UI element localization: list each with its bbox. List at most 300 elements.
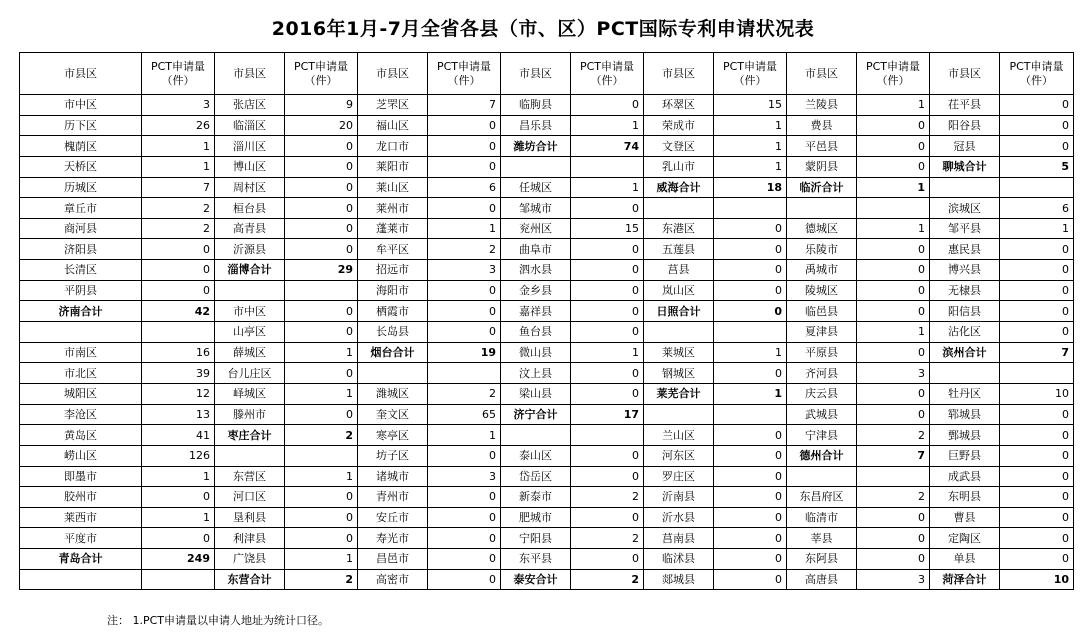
county-name-cell: 长清区 bbox=[20, 260, 142, 281]
county-name-cell: 平度市 bbox=[20, 528, 142, 549]
subtotal-value: 2 bbox=[285, 569, 358, 590]
subtotal-value: 17 bbox=[571, 404, 644, 425]
subtotal-label: 济南合计 bbox=[20, 301, 142, 322]
pct-count-cell: 0 bbox=[1000, 528, 1074, 549]
subtotal-label: 泰安合计 bbox=[501, 569, 571, 590]
pct-count-cell: 1 bbox=[142, 136, 215, 157]
column-header-count: PCT申请量（件） bbox=[571, 53, 644, 95]
pct-count-cell: 0 bbox=[428, 115, 501, 136]
county-name-cell: 定陶区 bbox=[930, 528, 1000, 549]
pct-count-cell: 1 bbox=[285, 383, 358, 404]
county-name-cell: 宁津县 bbox=[787, 425, 857, 446]
pct-count-cell: 2 bbox=[428, 239, 501, 260]
pct-count-cell: 0 bbox=[571, 322, 644, 343]
pct-count-cell: 0 bbox=[714, 239, 787, 260]
pct-count-cell: 0 bbox=[285, 156, 358, 177]
county-name-cell: 莱西市 bbox=[20, 507, 142, 528]
county-name-cell: 莒县 bbox=[644, 260, 714, 281]
column-header-count: PCT申请量（件） bbox=[1000, 53, 1074, 95]
county-name-cell: 夏津县 bbox=[787, 322, 857, 343]
county-name-cell: 泗水县 bbox=[501, 260, 571, 281]
county-name-cell: 崂山区 bbox=[20, 445, 142, 466]
subtotal-label: 青岛合计 bbox=[20, 549, 142, 570]
pct-count-cell: 0 bbox=[428, 569, 501, 590]
pct-count-cell: 1 bbox=[571, 115, 644, 136]
county-name-cell: 莱城区 bbox=[644, 342, 714, 363]
pct-count-cell bbox=[285, 280, 358, 301]
county-name-cell: 微山县 bbox=[501, 342, 571, 363]
county-name-cell: 郯城县 bbox=[644, 569, 714, 590]
pct-count-cell: 41 bbox=[142, 425, 215, 446]
column-header-count: PCT申请量（件） bbox=[428, 53, 501, 95]
pct-count-cell: 0 bbox=[571, 466, 644, 487]
table-row bbox=[20, 301, 1074, 322]
county-name-cell: 东阿县 bbox=[787, 549, 857, 570]
pct-count-cell: 0 bbox=[857, 239, 930, 260]
pct-count-cell: 0 bbox=[285, 487, 358, 508]
subtotal-value: 7 bbox=[1000, 342, 1074, 363]
county-name-cell: 鄄城县 bbox=[930, 425, 1000, 446]
column-header-count: PCT申请量（件） bbox=[714, 53, 787, 95]
county-name-cell: 博兴县 bbox=[930, 260, 1000, 281]
subtotal-value: 74 bbox=[571, 136, 644, 157]
pct-count-cell: 6 bbox=[428, 177, 501, 198]
pct-count-cell: 0 bbox=[571, 383, 644, 404]
pct-count-cell: 7 bbox=[428, 95, 501, 116]
column-header-count: PCT申请量（件） bbox=[285, 53, 358, 95]
table-row bbox=[20, 156, 1074, 177]
pct-count-cell: 16 bbox=[142, 342, 215, 363]
pct-count-cell: 0 bbox=[1000, 322, 1074, 343]
county-name-cell: 临清市 bbox=[787, 507, 857, 528]
column-header-county: 市县区 bbox=[501, 53, 571, 95]
pct-count-cell: 13 bbox=[142, 404, 215, 425]
pct-count-cell: 2 bbox=[428, 383, 501, 404]
table-body bbox=[20, 95, 1074, 590]
pct-count-cell: 0 bbox=[285, 404, 358, 425]
county-name-cell: 台儿庄区 bbox=[215, 363, 285, 384]
subtotal-label: 威海合计 bbox=[644, 177, 714, 198]
pct-count-cell: 0 bbox=[428, 301, 501, 322]
county-name-cell: 牡丹区 bbox=[930, 383, 1000, 404]
pct-count-cell: 0 bbox=[857, 136, 930, 157]
county-name-cell: 曹县 bbox=[930, 507, 1000, 528]
pct-count-cell: 0 bbox=[285, 198, 358, 219]
pct-count-cell bbox=[571, 156, 644, 177]
county-name-cell: 东营区 bbox=[215, 466, 285, 487]
pct-count-cell: 0 bbox=[428, 322, 501, 343]
subtotal-value: 29 bbox=[285, 260, 358, 281]
pct-count-cell: 15 bbox=[571, 218, 644, 239]
county-name-cell: 张店区 bbox=[215, 95, 285, 116]
pct-application-table bbox=[19, 52, 1074, 590]
pct-count-cell bbox=[285, 445, 358, 466]
county-name-cell: 嘉祥县 bbox=[501, 301, 571, 322]
pct-count-cell: 15 bbox=[714, 95, 787, 116]
pct-count-cell: 0 bbox=[714, 445, 787, 466]
pct-count-cell: 1 bbox=[857, 218, 930, 239]
county-name-cell: 历下区 bbox=[20, 115, 142, 136]
pct-count-cell bbox=[1000, 177, 1074, 198]
pct-count-cell: 39 bbox=[142, 363, 215, 384]
county-name-cell bbox=[501, 425, 571, 446]
table-row bbox=[20, 342, 1074, 363]
table-row bbox=[20, 569, 1074, 590]
pct-count-cell: 3 bbox=[428, 466, 501, 487]
pct-count-cell bbox=[428, 363, 501, 384]
pct-count-cell bbox=[142, 322, 215, 343]
column-header-county: 市县区 bbox=[20, 53, 142, 95]
subtotal-value: 10 bbox=[1000, 569, 1074, 590]
pct-count-cell: 0 bbox=[857, 342, 930, 363]
pct-count-cell: 0 bbox=[1000, 280, 1074, 301]
pct-count-cell: 0 bbox=[857, 404, 930, 425]
pct-count-cell: 1 bbox=[285, 466, 358, 487]
county-name-cell bbox=[930, 177, 1000, 198]
subtotal-label: 聊城合计 bbox=[930, 156, 1000, 177]
pct-count-cell: 0 bbox=[571, 549, 644, 570]
pct-count-cell: 3 bbox=[857, 569, 930, 590]
county-name-cell: 荣成市 bbox=[644, 115, 714, 136]
table-row bbox=[20, 487, 1074, 508]
pct-count-cell bbox=[857, 466, 930, 487]
table-row bbox=[20, 404, 1074, 425]
table-row bbox=[20, 425, 1074, 446]
county-name-cell: 龙口市 bbox=[358, 136, 428, 157]
county-name-cell: 河东区 bbox=[644, 445, 714, 466]
county-name-cell: 利津县 bbox=[215, 528, 285, 549]
county-name-cell: 市北区 bbox=[20, 363, 142, 384]
column-header-county: 市县区 bbox=[358, 53, 428, 95]
county-name-cell: 成武县 bbox=[930, 466, 1000, 487]
pct-count-cell: 0 bbox=[1000, 136, 1074, 157]
subtotal-label: 滨州合计 bbox=[930, 342, 1000, 363]
county-name-cell: 高唐县 bbox=[787, 569, 857, 590]
pct-count-cell: 0 bbox=[285, 528, 358, 549]
table-row bbox=[20, 218, 1074, 239]
pct-count-cell: 0 bbox=[428, 280, 501, 301]
pct-count-cell: 1 bbox=[428, 425, 501, 446]
pct-count-cell: 2 bbox=[857, 487, 930, 508]
subtotal-label: 东营合计 bbox=[215, 569, 285, 590]
county-name-cell: 岚山区 bbox=[644, 280, 714, 301]
table-row bbox=[20, 136, 1074, 157]
pct-count-cell: 0 bbox=[857, 115, 930, 136]
county-name-cell: 临朐县 bbox=[501, 95, 571, 116]
county-name-cell: 鱼台县 bbox=[501, 322, 571, 343]
table-row bbox=[20, 383, 1074, 404]
county-name-cell: 梁山县 bbox=[501, 383, 571, 404]
pct-count-cell: 0 bbox=[1000, 115, 1074, 136]
pct-count-cell: 0 bbox=[714, 280, 787, 301]
county-name-cell: 商河县 bbox=[20, 218, 142, 239]
county-name-cell: 沾化区 bbox=[930, 322, 1000, 343]
pct-count-cell: 0 bbox=[285, 301, 358, 322]
table-row bbox=[20, 363, 1074, 384]
county-name-cell: 沂水县 bbox=[644, 507, 714, 528]
table-row bbox=[20, 322, 1074, 343]
county-name-cell: 平原县 bbox=[787, 342, 857, 363]
pct-count-cell: 1 bbox=[857, 95, 930, 116]
pct-count-cell: 0 bbox=[285, 136, 358, 157]
county-name-cell: 汶上县 bbox=[501, 363, 571, 384]
county-name-cell: 峄城区 bbox=[215, 383, 285, 404]
pct-count-cell: 2 bbox=[571, 528, 644, 549]
county-name-cell bbox=[644, 322, 714, 343]
table-row bbox=[20, 177, 1074, 198]
pct-count-cell: 0 bbox=[714, 363, 787, 384]
pct-count-cell: 0 bbox=[1000, 466, 1074, 487]
pct-count-cell: 0 bbox=[428, 136, 501, 157]
county-name-cell bbox=[20, 322, 142, 343]
column-header-count: PCT申请量（件） bbox=[857, 53, 930, 95]
county-name-cell: 临沭县 bbox=[644, 549, 714, 570]
county-name-cell: 垦利县 bbox=[215, 507, 285, 528]
county-name-cell: 桓台县 bbox=[215, 198, 285, 219]
county-name-cell: 芝罘区 bbox=[358, 95, 428, 116]
pct-count-cell: 0 bbox=[571, 260, 644, 281]
pct-count-cell: 0 bbox=[1000, 445, 1074, 466]
county-name-cell: 阳信县 bbox=[930, 301, 1000, 322]
county-name-cell: 章丘市 bbox=[20, 198, 142, 219]
pct-count-cell bbox=[857, 198, 930, 219]
subtotal-value: 249 bbox=[142, 549, 215, 570]
county-name-cell: 沂南县 bbox=[644, 487, 714, 508]
pct-count-cell: 1 bbox=[285, 342, 358, 363]
county-name-cell: 平阴县 bbox=[20, 280, 142, 301]
column-header-count: PCT申请量（件） bbox=[142, 53, 215, 95]
county-name-cell bbox=[20, 569, 142, 590]
table-row bbox=[20, 95, 1074, 116]
county-name-cell bbox=[930, 363, 1000, 384]
table-row bbox=[20, 280, 1074, 301]
subtotal-value: 1 bbox=[714, 383, 787, 404]
subtotal-label: 菏泽合计 bbox=[930, 569, 1000, 590]
pct-count-cell: 0 bbox=[142, 239, 215, 260]
county-name-cell bbox=[358, 363, 428, 384]
county-name-cell: 阳谷县 bbox=[930, 115, 1000, 136]
subtotal-value: 7 bbox=[857, 445, 930, 466]
county-name-cell: 邹平县 bbox=[930, 218, 1000, 239]
county-name-cell: 五莲县 bbox=[644, 239, 714, 260]
county-name-cell: 临邑县 bbox=[787, 301, 857, 322]
pct-count-cell: 0 bbox=[714, 507, 787, 528]
header-row bbox=[20, 53, 1074, 95]
subtotal-value: 0 bbox=[714, 301, 787, 322]
pct-count-cell: 0 bbox=[428, 507, 501, 528]
county-name-cell: 宁阳县 bbox=[501, 528, 571, 549]
page-title: 2016年1月-7月全省各县（市、区）PCT国际专利申请状况表 bbox=[271, 18, 815, 40]
county-name-cell: 临淄区 bbox=[215, 115, 285, 136]
county-name-cell: 寿光市 bbox=[358, 528, 428, 549]
county-name-cell: 广饶县 bbox=[215, 549, 285, 570]
county-name-cell: 牟平区 bbox=[358, 239, 428, 260]
pct-count-cell: 0 bbox=[571, 507, 644, 528]
county-name-cell: 市中区 bbox=[20, 95, 142, 116]
county-name-cell: 兰山区 bbox=[644, 425, 714, 446]
pct-count-cell: 0 bbox=[714, 487, 787, 508]
pct-count-cell: 0 bbox=[571, 198, 644, 219]
pct-count-cell: 1 bbox=[142, 466, 215, 487]
county-name-cell: 岱岳区 bbox=[501, 466, 571, 487]
county-name-cell: 罗庄区 bbox=[644, 466, 714, 487]
subtotal-value: 2 bbox=[285, 425, 358, 446]
pct-count-cell: 0 bbox=[857, 507, 930, 528]
pct-count-cell bbox=[714, 322, 787, 343]
county-name-cell: 巨野县 bbox=[930, 445, 1000, 466]
pct-count-cell: 0 bbox=[571, 280, 644, 301]
county-name-cell: 市中区 bbox=[215, 301, 285, 322]
pct-count-cell: 1 bbox=[571, 177, 644, 198]
pct-count-cell: 0 bbox=[428, 549, 501, 570]
footnote: 注： 1.PCT申请量以申请人地址为统计口径。 bbox=[107, 614, 330, 627]
county-name-cell: 奎文区 bbox=[358, 404, 428, 425]
county-name-cell: 市南区 bbox=[20, 342, 142, 363]
county-name-cell: 金乡县 bbox=[501, 280, 571, 301]
county-name-cell: 历城区 bbox=[20, 177, 142, 198]
county-name-cell bbox=[215, 280, 285, 301]
pct-count-cell: 0 bbox=[857, 280, 930, 301]
county-name-cell: 蒙阴县 bbox=[787, 156, 857, 177]
table-row bbox=[20, 239, 1074, 260]
pct-count-cell: 10 bbox=[1000, 383, 1074, 404]
county-name-cell: 淄川区 bbox=[215, 136, 285, 157]
table-row bbox=[20, 260, 1074, 281]
subtotal-label: 日照合计 bbox=[644, 301, 714, 322]
pct-count-cell: 0 bbox=[142, 528, 215, 549]
subtotal-label: 临沂合计 bbox=[787, 177, 857, 198]
pct-count-cell: 0 bbox=[428, 487, 501, 508]
county-name-cell bbox=[644, 198, 714, 219]
pct-count-cell: 7 bbox=[142, 177, 215, 198]
county-name-cell: 肥城市 bbox=[501, 507, 571, 528]
pct-count-cell: 0 bbox=[1000, 404, 1074, 425]
county-name-cell: 高密市 bbox=[358, 569, 428, 590]
county-name-cell: 黄岛区 bbox=[20, 425, 142, 446]
county-name-cell: 德城区 bbox=[787, 218, 857, 239]
county-name-cell: 齐河县 bbox=[787, 363, 857, 384]
pct-count-cell: 1 bbox=[714, 342, 787, 363]
pct-count-cell: 0 bbox=[857, 156, 930, 177]
pct-count-cell: 0 bbox=[571, 363, 644, 384]
county-name-cell: 茌平县 bbox=[930, 95, 1000, 116]
pct-count-cell: 0 bbox=[714, 218, 787, 239]
pct-count-cell: 2 bbox=[142, 218, 215, 239]
county-name-cell: 山亭区 bbox=[215, 322, 285, 343]
county-name-cell bbox=[501, 156, 571, 177]
pct-count-cell: 0 bbox=[1000, 487, 1074, 508]
pct-count-cell: 0 bbox=[714, 260, 787, 281]
county-name-cell: 长岛县 bbox=[358, 322, 428, 343]
table-row bbox=[20, 445, 1074, 466]
pct-count-cell: 0 bbox=[714, 569, 787, 590]
pct-count-cell: 2 bbox=[571, 487, 644, 508]
column-header-county: 市县区 bbox=[787, 53, 857, 95]
pct-count-cell: 0 bbox=[142, 280, 215, 301]
table-row bbox=[20, 115, 1074, 136]
county-name-cell: 曲阜市 bbox=[501, 239, 571, 260]
subtotal-label: 济宁合计 bbox=[501, 404, 571, 425]
table-row bbox=[20, 549, 1074, 570]
county-name-cell: 城阳区 bbox=[20, 383, 142, 404]
pct-count-cell: 0 bbox=[1000, 301, 1074, 322]
county-name-cell: 蓬莱市 bbox=[358, 218, 428, 239]
county-name-cell: 诸城市 bbox=[358, 466, 428, 487]
county-name-cell: 文登区 bbox=[644, 136, 714, 157]
column-header-county: 市县区 bbox=[930, 53, 1000, 95]
table-row bbox=[20, 466, 1074, 487]
subtotal-value: 42 bbox=[142, 301, 215, 322]
county-name-cell: 莘县 bbox=[787, 528, 857, 549]
pct-count-cell: 1 bbox=[714, 156, 787, 177]
county-name-cell: 乳山市 bbox=[644, 156, 714, 177]
pct-count-cell: 6 bbox=[1000, 198, 1074, 219]
pct-count-cell: 0 bbox=[428, 445, 501, 466]
county-name-cell: 博山区 bbox=[215, 156, 285, 177]
pct-count-cell: 3 bbox=[857, 363, 930, 384]
pct-count-cell: 1 bbox=[571, 342, 644, 363]
county-name-cell: 河口区 bbox=[215, 487, 285, 508]
subtotal-label: 德州合计 bbox=[787, 445, 857, 466]
county-name-cell: 陵城区 bbox=[787, 280, 857, 301]
county-name-cell: 招远市 bbox=[358, 260, 428, 281]
pct-count-cell: 1 bbox=[714, 115, 787, 136]
county-name-cell: 无棣县 bbox=[930, 280, 1000, 301]
county-name-cell: 兖州区 bbox=[501, 218, 571, 239]
county-name-cell: 莱山区 bbox=[358, 177, 428, 198]
pct-count-cell: 12 bbox=[142, 383, 215, 404]
county-name-cell: 坊子区 bbox=[358, 445, 428, 466]
pct-count-cell: 0 bbox=[857, 260, 930, 281]
subtotal-value: 18 bbox=[714, 177, 787, 198]
pct-count-cell bbox=[714, 198, 787, 219]
county-name-cell: 寒亭区 bbox=[358, 425, 428, 446]
pct-count-cell: 126 bbox=[142, 445, 215, 466]
pct-count-cell: 1 bbox=[285, 549, 358, 570]
county-name-cell bbox=[787, 198, 857, 219]
county-name-cell: 滨城区 bbox=[930, 198, 1000, 219]
county-name-cell: 即墨市 bbox=[20, 466, 142, 487]
county-name-cell: 东港区 bbox=[644, 218, 714, 239]
pct-count-cell: 0 bbox=[857, 549, 930, 570]
pct-count-cell: 9 bbox=[285, 95, 358, 116]
pct-count-cell: 2 bbox=[142, 198, 215, 219]
county-name-cell: 新泰市 bbox=[501, 487, 571, 508]
pct-count-cell: 1 bbox=[142, 507, 215, 528]
county-name-cell: 周村区 bbox=[215, 177, 285, 198]
pct-count-cell: 26 bbox=[142, 115, 215, 136]
table-row bbox=[20, 198, 1074, 219]
county-name-cell: 昌邑市 bbox=[358, 549, 428, 570]
pct-count-cell: 0 bbox=[285, 239, 358, 260]
county-name-cell: 武城县 bbox=[787, 404, 857, 425]
pct-count-cell: 0 bbox=[285, 507, 358, 528]
pct-count-cell: 0 bbox=[428, 528, 501, 549]
pct-count-cell: 0 bbox=[285, 218, 358, 239]
county-name-cell: 滕州市 bbox=[215, 404, 285, 425]
county-name-cell: 济阳县 bbox=[20, 239, 142, 260]
pct-count-cell: 0 bbox=[142, 487, 215, 508]
county-name-cell: 槐荫区 bbox=[20, 136, 142, 157]
county-name-cell: 薛城区 bbox=[215, 342, 285, 363]
county-name-cell: 邹城市 bbox=[501, 198, 571, 219]
pct-count-cell: 0 bbox=[571, 301, 644, 322]
county-name-cell: 乐陵市 bbox=[787, 239, 857, 260]
pct-count-cell: 0 bbox=[857, 383, 930, 404]
county-name-cell: 海阳市 bbox=[358, 280, 428, 301]
pct-count-cell: 0 bbox=[1000, 425, 1074, 446]
pct-count-cell: 0 bbox=[1000, 507, 1074, 528]
